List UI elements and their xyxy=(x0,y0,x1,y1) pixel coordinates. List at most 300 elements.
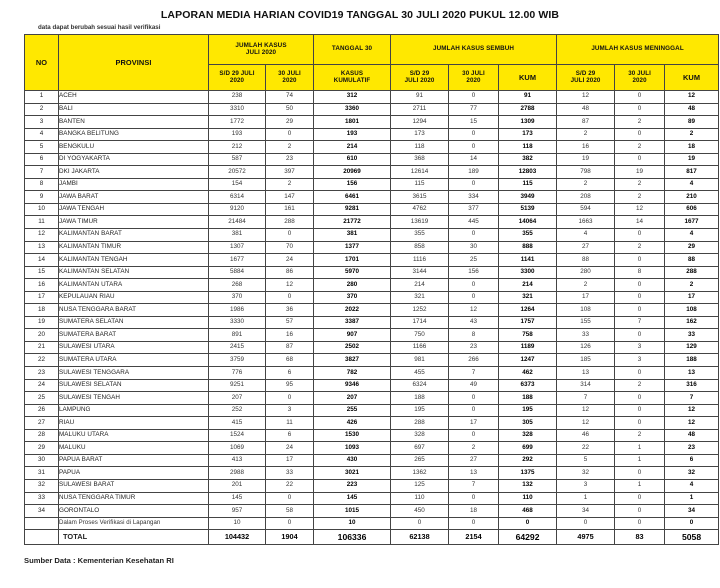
cell-k_30: 22 xyxy=(266,479,314,492)
cell-no: 3 xyxy=(25,116,59,129)
cell-m_kum: 2 xyxy=(665,128,719,141)
cell-m_sd29: 46 xyxy=(557,429,615,442)
cell-s_30: 12 xyxy=(449,304,499,317)
cell-m_sd29: 34 xyxy=(557,505,615,518)
cell-provinsi: BENGKULU xyxy=(59,141,209,154)
cell-s_kum: 173 xyxy=(499,128,557,141)
cell-s_30: 0 xyxy=(449,128,499,141)
cell-m_kum: 606 xyxy=(665,203,719,216)
cell-no: 33 xyxy=(25,492,59,505)
cell-s_sd29: 91 xyxy=(391,91,449,104)
cell-k_sd29: 413 xyxy=(209,454,266,467)
cell-s_sd29: 173 xyxy=(391,128,449,141)
cell-s_sd29: 195 xyxy=(391,404,449,417)
table-row xyxy=(25,492,719,505)
cell-k_sd29: 1307 xyxy=(209,241,266,254)
cell-m_sd29: 32 xyxy=(557,467,615,480)
cell-no: 29 xyxy=(25,442,59,455)
cell-no: 26 xyxy=(25,404,59,417)
total-cell-m_sd29: 4975 xyxy=(557,530,615,545)
cell-k_sd29: 9251 xyxy=(209,379,266,392)
header-meninggal-sd29-line2: JULI 2020 xyxy=(570,76,601,84)
cell-m_30: 0 xyxy=(615,304,665,317)
cell-k_kum: 207 xyxy=(314,392,391,405)
cell-no: 32 xyxy=(25,479,59,492)
table-row xyxy=(25,367,719,380)
cell-m_kum: 1677 xyxy=(665,216,719,229)
cell-k_30: 288 xyxy=(266,216,314,229)
header-provinsi: PROVINSI xyxy=(59,35,209,91)
cell-k_30: 29 xyxy=(266,116,314,129)
cell-no: 31 xyxy=(25,467,59,480)
cell-k_sd29: 2415 xyxy=(209,341,266,354)
cell-s_kum: 12803 xyxy=(499,166,557,179)
cell-m_30: 2 xyxy=(615,178,665,191)
cell-s_30: 17 xyxy=(449,417,499,430)
cell-m_kum: 12 xyxy=(665,91,719,104)
cell-m_sd29: 88 xyxy=(557,254,615,267)
cell-s_30: 445 xyxy=(449,216,499,229)
cell-no: 6 xyxy=(25,153,59,166)
cell-s_30: 334 xyxy=(449,191,499,204)
cell-k_sd29: 268 xyxy=(209,279,266,292)
cell-k_30: 57 xyxy=(266,316,314,329)
cell-s_kum: 321 xyxy=(499,291,557,304)
cell-s_sd29: 2711 xyxy=(391,103,449,116)
cell-s_kum: 468 xyxy=(499,505,557,518)
cell-m_30: 2 xyxy=(615,116,665,129)
cell-k_30: 161 xyxy=(266,203,314,216)
table-row xyxy=(25,141,719,154)
cell-provinsi: SULAWESI TENGGARA xyxy=(59,367,209,380)
cell-s_sd29: 12614 xyxy=(391,166,449,179)
cell-s_sd29: 455 xyxy=(391,367,449,380)
cell-k_kum: 3360 xyxy=(314,103,391,116)
cell-m_kum: 12 xyxy=(665,404,719,417)
page-title: LAPORAN MEDIA HARIAN COVID19 TANGGAL 30 JULI 2020 PUKUL 12.00 WIB xyxy=(160,9,560,21)
header-meninggal-30juli xyxy=(615,65,665,91)
table-row xyxy=(25,229,719,242)
header-row-group xyxy=(25,35,719,65)
table-row xyxy=(25,216,719,229)
cell-provinsi: SUMATERA UTARA xyxy=(59,354,209,367)
header-sembuh-30juli xyxy=(449,65,499,91)
cell-provinsi: KALIMANTAN TIMUR xyxy=(59,241,209,254)
cell-k_30: 58 xyxy=(266,505,314,518)
cell-s_kum: 110 xyxy=(499,492,557,505)
cell-k_kum: 370 xyxy=(314,291,391,304)
cell-k_30: 68 xyxy=(266,354,314,367)
cell-s_kum: 328 xyxy=(499,429,557,442)
cell-s_kum: 214 xyxy=(499,279,557,292)
cell-s_30: 15 xyxy=(449,116,499,129)
cell-k_kum: 312 xyxy=(314,91,391,104)
cell-s_30: 156 xyxy=(449,266,499,279)
cell-s_kum: 1375 xyxy=(499,467,557,480)
cell-m_sd29: 126 xyxy=(557,341,615,354)
header-kasus-sd29 xyxy=(209,65,266,91)
cell-m_sd29: 4 xyxy=(557,229,615,242)
cell-s_sd29: 1362 xyxy=(391,467,449,480)
cell-s_sd29: 450 xyxy=(391,505,449,518)
cell-k_kum: 6461 xyxy=(314,191,391,204)
cell-k_kum: 3387 xyxy=(314,316,391,329)
total-cell-m_kum: 5058 xyxy=(665,530,719,545)
cell-m_30: 8 xyxy=(615,266,665,279)
cell-s_sd29: 125 xyxy=(391,479,449,492)
cell-no: 20 xyxy=(25,329,59,342)
cell-m_30: 0 xyxy=(615,367,665,380)
header-group-sembuh: JUMLAH KASUS SEMBUH xyxy=(391,35,557,65)
cell-k_30: 23 xyxy=(266,153,314,166)
cell-k_sd29: 1677 xyxy=(209,254,266,267)
cell-m_sd29: 12 xyxy=(557,91,615,104)
cell-k_30: 86 xyxy=(266,266,314,279)
table-row xyxy=(25,279,719,292)
cell-s_sd29: 3615 xyxy=(391,191,449,204)
header-kasus-30juli-line1: 30 JULI xyxy=(278,70,301,77)
cell-m_sd29: 798 xyxy=(557,166,615,179)
report-subtitle: data dapat berubah sesuai hasil verifikasi xyxy=(38,24,161,31)
cell-s_30: 18 xyxy=(449,505,499,518)
table-row xyxy=(25,166,719,179)
cell-s_kum: 1264 xyxy=(499,304,557,317)
table-row xyxy=(25,454,719,467)
total-cell-m_30: 83 xyxy=(615,530,665,545)
cell-m_kum: 108 xyxy=(665,304,719,317)
cell-m_sd29: 13 xyxy=(557,367,615,380)
cell-k_sd29: 891 xyxy=(209,329,266,342)
cell-s_sd29: 188 xyxy=(391,392,449,405)
cell-m_sd29: 22 xyxy=(557,442,615,455)
cell-k_30: 3 xyxy=(266,404,314,417)
cell-m_sd29: 2 xyxy=(557,128,615,141)
cell-m_30: 0 xyxy=(615,91,665,104)
cell-no: 23 xyxy=(25,367,59,380)
cell-k_kum: 3021 xyxy=(314,467,391,480)
cell-k_kum: 21772 xyxy=(314,216,391,229)
cell-provinsi: BALI xyxy=(59,103,209,116)
cell-s_30: 0 xyxy=(449,178,499,191)
cell-s_30: 0 xyxy=(449,392,499,405)
cell-k_kum: 381 xyxy=(314,229,391,242)
header-kasus-30juli xyxy=(266,65,314,91)
cell-m_sd29: 314 xyxy=(557,379,615,392)
header-no: NO xyxy=(25,35,59,91)
cell-s_30: 189 xyxy=(449,166,499,179)
cell-s_sd29: 368 xyxy=(391,153,449,166)
header-group-meninggal: JUMLAH KASUS MENINGGAL xyxy=(557,35,719,65)
table-row xyxy=(25,379,719,392)
cell-s_sd29: 1166 xyxy=(391,341,449,354)
cell-k_kum: 2022 xyxy=(314,304,391,317)
header-meninggal-sd29 xyxy=(557,65,615,91)
cell-k_sd29: 415 xyxy=(209,417,266,430)
cell-k_sd29: 21484 xyxy=(209,216,266,229)
cell-k_30: 95 xyxy=(266,379,314,392)
cell-s_30: 2 xyxy=(449,442,499,455)
cell-no: 27 xyxy=(25,417,59,430)
cell-s_kum: 0 xyxy=(499,517,557,530)
cell-m_sd29: 16 xyxy=(557,141,615,154)
cell-no: 15 xyxy=(25,266,59,279)
header-group-tanggal-30: TANGGAL 30 xyxy=(314,35,391,65)
cell-s_kum: 699 xyxy=(499,442,557,455)
cell-s_30: 0 xyxy=(449,429,499,442)
cell-provinsi: KALIMANTAN BARAT xyxy=(59,229,209,242)
cell-k_30: 397 xyxy=(266,166,314,179)
table-row xyxy=(25,354,719,367)
cell-k_kum: 9281 xyxy=(314,203,391,216)
cell-m_kum: 4 xyxy=(665,479,719,492)
table-row xyxy=(25,341,719,354)
cell-no: 5 xyxy=(25,141,59,154)
cell-s_kum: 292 xyxy=(499,454,557,467)
cell-no: 11 xyxy=(25,216,59,229)
table-header xyxy=(25,35,719,91)
cell-m_kum: 0 xyxy=(665,517,719,530)
cell-k_kum: 1093 xyxy=(314,442,391,455)
cell-no: 17 xyxy=(25,291,59,304)
cell-m_kum: 6 xyxy=(665,454,719,467)
cell-m_kum: 210 xyxy=(665,191,719,204)
cell-k_sd29: 1524 xyxy=(209,429,266,442)
cell-s_sd29: 118 xyxy=(391,141,449,154)
cell-s_kum: 758 xyxy=(499,329,557,342)
cell-m_kum: 34 xyxy=(665,505,719,518)
cell-s_kum: 1309 xyxy=(499,116,557,129)
cell-k_30: 0 xyxy=(266,517,314,530)
table-row xyxy=(25,517,719,530)
cell-provinsi: SUMATERA BARAT xyxy=(59,329,209,342)
cell-m_sd29: 33 xyxy=(557,329,615,342)
cell-s_30: 23 xyxy=(449,341,499,354)
cell-no: 30 xyxy=(25,454,59,467)
cell-k_30: 24 xyxy=(266,442,314,455)
cell-k_kum: 1801 xyxy=(314,116,391,129)
cell-s_30: 7 xyxy=(449,479,499,492)
cell-k_30: 36 xyxy=(266,304,314,317)
total-cell-no xyxy=(25,530,59,545)
cell-m_sd29: 2 xyxy=(557,178,615,191)
cell-m_30: 19 xyxy=(615,166,665,179)
cell-m_30: 0 xyxy=(615,229,665,242)
cell-k_30: 33 xyxy=(266,467,314,480)
cell-k_sd29: 3330 xyxy=(209,316,266,329)
cell-m_30: 0 xyxy=(615,467,665,480)
cell-no xyxy=(25,517,59,530)
cell-k_sd29: 20572 xyxy=(209,166,266,179)
cell-s_kum: 305 xyxy=(499,417,557,430)
cell-k_sd29: 212 xyxy=(209,141,266,154)
cell-provinsi: ACEH xyxy=(59,91,209,104)
cell-m_sd29: 12 xyxy=(557,404,615,417)
cell-k_kum: 9346 xyxy=(314,379,391,392)
cell-m_sd29: 19 xyxy=(557,153,615,166)
cell-s_sd29: 13619 xyxy=(391,216,449,229)
cell-no: 24 xyxy=(25,379,59,392)
cell-provinsi: SULAWESI SELATAN xyxy=(59,379,209,392)
cell-m_kum: 288 xyxy=(665,266,719,279)
cell-k_kum: 280 xyxy=(314,279,391,292)
cell-s_sd29: 750 xyxy=(391,329,449,342)
cell-m_kum: 1 xyxy=(665,492,719,505)
table-total-row xyxy=(25,530,719,545)
cell-m_sd29: 12 xyxy=(557,417,615,430)
cell-m_30: 0 xyxy=(615,329,665,342)
cell-m_30: 12 xyxy=(615,203,665,216)
cell-s_kum: 355 xyxy=(499,229,557,242)
cell-k_sd29: 238 xyxy=(209,91,266,104)
cell-m_sd29: 87 xyxy=(557,116,615,129)
cell-provinsi: LAMPUNG xyxy=(59,404,209,417)
cell-provinsi: Dalam Proses Verifikasi di Lapangan xyxy=(59,517,209,530)
cell-k_30: 87 xyxy=(266,341,314,354)
cell-provinsi: JAMBI xyxy=(59,178,209,191)
total-cell-s_30: 2154 xyxy=(449,530,499,545)
cell-m_kum: 13 xyxy=(665,367,719,380)
cell-k_kum: 430 xyxy=(314,454,391,467)
cell-s_kum: 382 xyxy=(499,153,557,166)
cell-s_sd29: 110 xyxy=(391,492,449,505)
cell-m_30: 0 xyxy=(615,517,665,530)
cell-s_kum: 3949 xyxy=(499,191,557,204)
cell-m_sd29: 185 xyxy=(557,354,615,367)
table-row xyxy=(25,153,719,166)
cell-s_30: 0 xyxy=(449,517,499,530)
cell-k_kum: 782 xyxy=(314,367,391,380)
cell-no: 14 xyxy=(25,254,59,267)
cell-s_30: 43 xyxy=(449,316,499,329)
cell-m_sd29: 0 xyxy=(557,517,615,530)
cell-k_sd29: 10 xyxy=(209,517,266,530)
table-body xyxy=(25,91,719,545)
cell-s_30: 27 xyxy=(449,454,499,467)
table-row xyxy=(25,304,719,317)
cell-k_sd29: 145 xyxy=(209,492,266,505)
cell-k_30: 24 xyxy=(266,254,314,267)
cell-k_kum: 223 xyxy=(314,479,391,492)
table-row xyxy=(25,417,719,430)
cell-m_sd29: 5 xyxy=(557,454,615,467)
cell-m_kum: 23 xyxy=(665,442,719,455)
cell-m_30: 2 xyxy=(615,241,665,254)
cell-s_30: 13 xyxy=(449,467,499,480)
cell-no: 18 xyxy=(25,304,59,317)
cell-provinsi: KALIMANTAN UTARA xyxy=(59,279,209,292)
cell-no: 12 xyxy=(25,229,59,242)
cell-s_sd29: 858 xyxy=(391,241,449,254)
cell-provinsi: BANGKA BELITUNG xyxy=(59,128,209,141)
cell-k_30: 50 xyxy=(266,103,314,116)
cell-s_30: 8 xyxy=(449,329,499,342)
table-row xyxy=(25,191,719,204)
table-row xyxy=(25,479,719,492)
cell-m_30: 1 xyxy=(615,454,665,467)
cell-k_30: 17 xyxy=(266,454,314,467)
table-row xyxy=(25,404,719,417)
total-cell-k_30: 1904 xyxy=(266,530,314,545)
cell-m_30: 7 xyxy=(615,316,665,329)
cell-s_30: 0 xyxy=(449,404,499,417)
cell-s_30: 0 xyxy=(449,141,499,154)
cell-no: 28 xyxy=(25,429,59,442)
cell-s_30: 49 xyxy=(449,379,499,392)
cell-m_kum: 33 xyxy=(665,329,719,342)
cell-k_sd29: 1772 xyxy=(209,116,266,129)
cell-m_kum: 188 xyxy=(665,354,719,367)
cell-m_sd29: 3 xyxy=(557,479,615,492)
cell-k_sd29: 3310 xyxy=(209,103,266,116)
cell-provinsi: SULAWESI BARAT xyxy=(59,479,209,492)
cell-k_kum: 156 xyxy=(314,178,391,191)
cell-k_kum: 145 xyxy=(314,492,391,505)
total-cell-k_sd29: 104432 xyxy=(209,530,266,545)
cell-k_sd29: 252 xyxy=(209,404,266,417)
cell-provinsi: NUSA TENGGARA TIMUR xyxy=(59,492,209,505)
cell-k_kum: 907 xyxy=(314,329,391,342)
cell-k_30: 0 xyxy=(266,392,314,405)
cell-s_kum: 888 xyxy=(499,241,557,254)
cell-s_kum: 2788 xyxy=(499,103,557,116)
cell-provinsi: SULAWESI TENGAH xyxy=(59,392,209,405)
cell-m_kum: 48 xyxy=(665,103,719,116)
cell-s_sd29: 981 xyxy=(391,354,449,367)
cell-m_30: 2 xyxy=(615,429,665,442)
cell-s_sd29: 1252 xyxy=(391,304,449,317)
table-row xyxy=(25,291,719,304)
cell-s_sd29: 288 xyxy=(391,417,449,430)
cell-m_kum: 817 xyxy=(665,166,719,179)
cell-k_kum: 10 xyxy=(314,517,391,530)
header-meninggal-30juli-line2: 2020 xyxy=(632,76,647,84)
cell-m_30: 0 xyxy=(615,392,665,405)
cell-provinsi: DKI JAKARTA xyxy=(59,166,209,179)
cell-k_sd29: 6314 xyxy=(209,191,266,204)
total-cell-s_kum: 64292 xyxy=(499,530,557,545)
header-kasus-30juli-line2: 2020 xyxy=(282,76,297,84)
cell-k_kum: 20969 xyxy=(314,166,391,179)
cell-s_kum: 5139 xyxy=(499,203,557,216)
cell-k_30: 74 xyxy=(266,91,314,104)
cell-s_kum: 6373 xyxy=(499,379,557,392)
table-row xyxy=(25,442,719,455)
cell-s_kum: 462 xyxy=(499,367,557,380)
cell-no: 10 xyxy=(25,203,59,216)
cell-m_kum: 4 xyxy=(665,229,719,242)
cell-k_30: 70 xyxy=(266,241,314,254)
cell-k_kum: 1015 xyxy=(314,505,391,518)
cell-no: 16 xyxy=(25,279,59,292)
cell-s_30: 0 xyxy=(449,91,499,104)
cell-k_30: 0 xyxy=(266,229,314,242)
header-kasus-kumulatif-line2: KUMULATIF xyxy=(333,76,371,84)
cell-m_30: 3 xyxy=(615,341,665,354)
cell-m_sd29: 48 xyxy=(557,103,615,116)
total-cell-s_sd29: 62138 xyxy=(391,530,449,545)
cell-no: 1 xyxy=(25,91,59,104)
cell-s_sd29: 1116 xyxy=(391,254,449,267)
table-row xyxy=(25,116,719,129)
cell-k_sd29: 154 xyxy=(209,178,266,191)
cell-m_kum: 19 xyxy=(665,153,719,166)
cell-s_sd29: 328 xyxy=(391,429,449,442)
cell-no: 13 xyxy=(25,241,59,254)
cell-m_kum: 18 xyxy=(665,141,719,154)
cell-k_kum: 1377 xyxy=(314,241,391,254)
header-group-jumlah-kasus xyxy=(209,35,314,65)
cell-m_kum: 89 xyxy=(665,116,719,129)
